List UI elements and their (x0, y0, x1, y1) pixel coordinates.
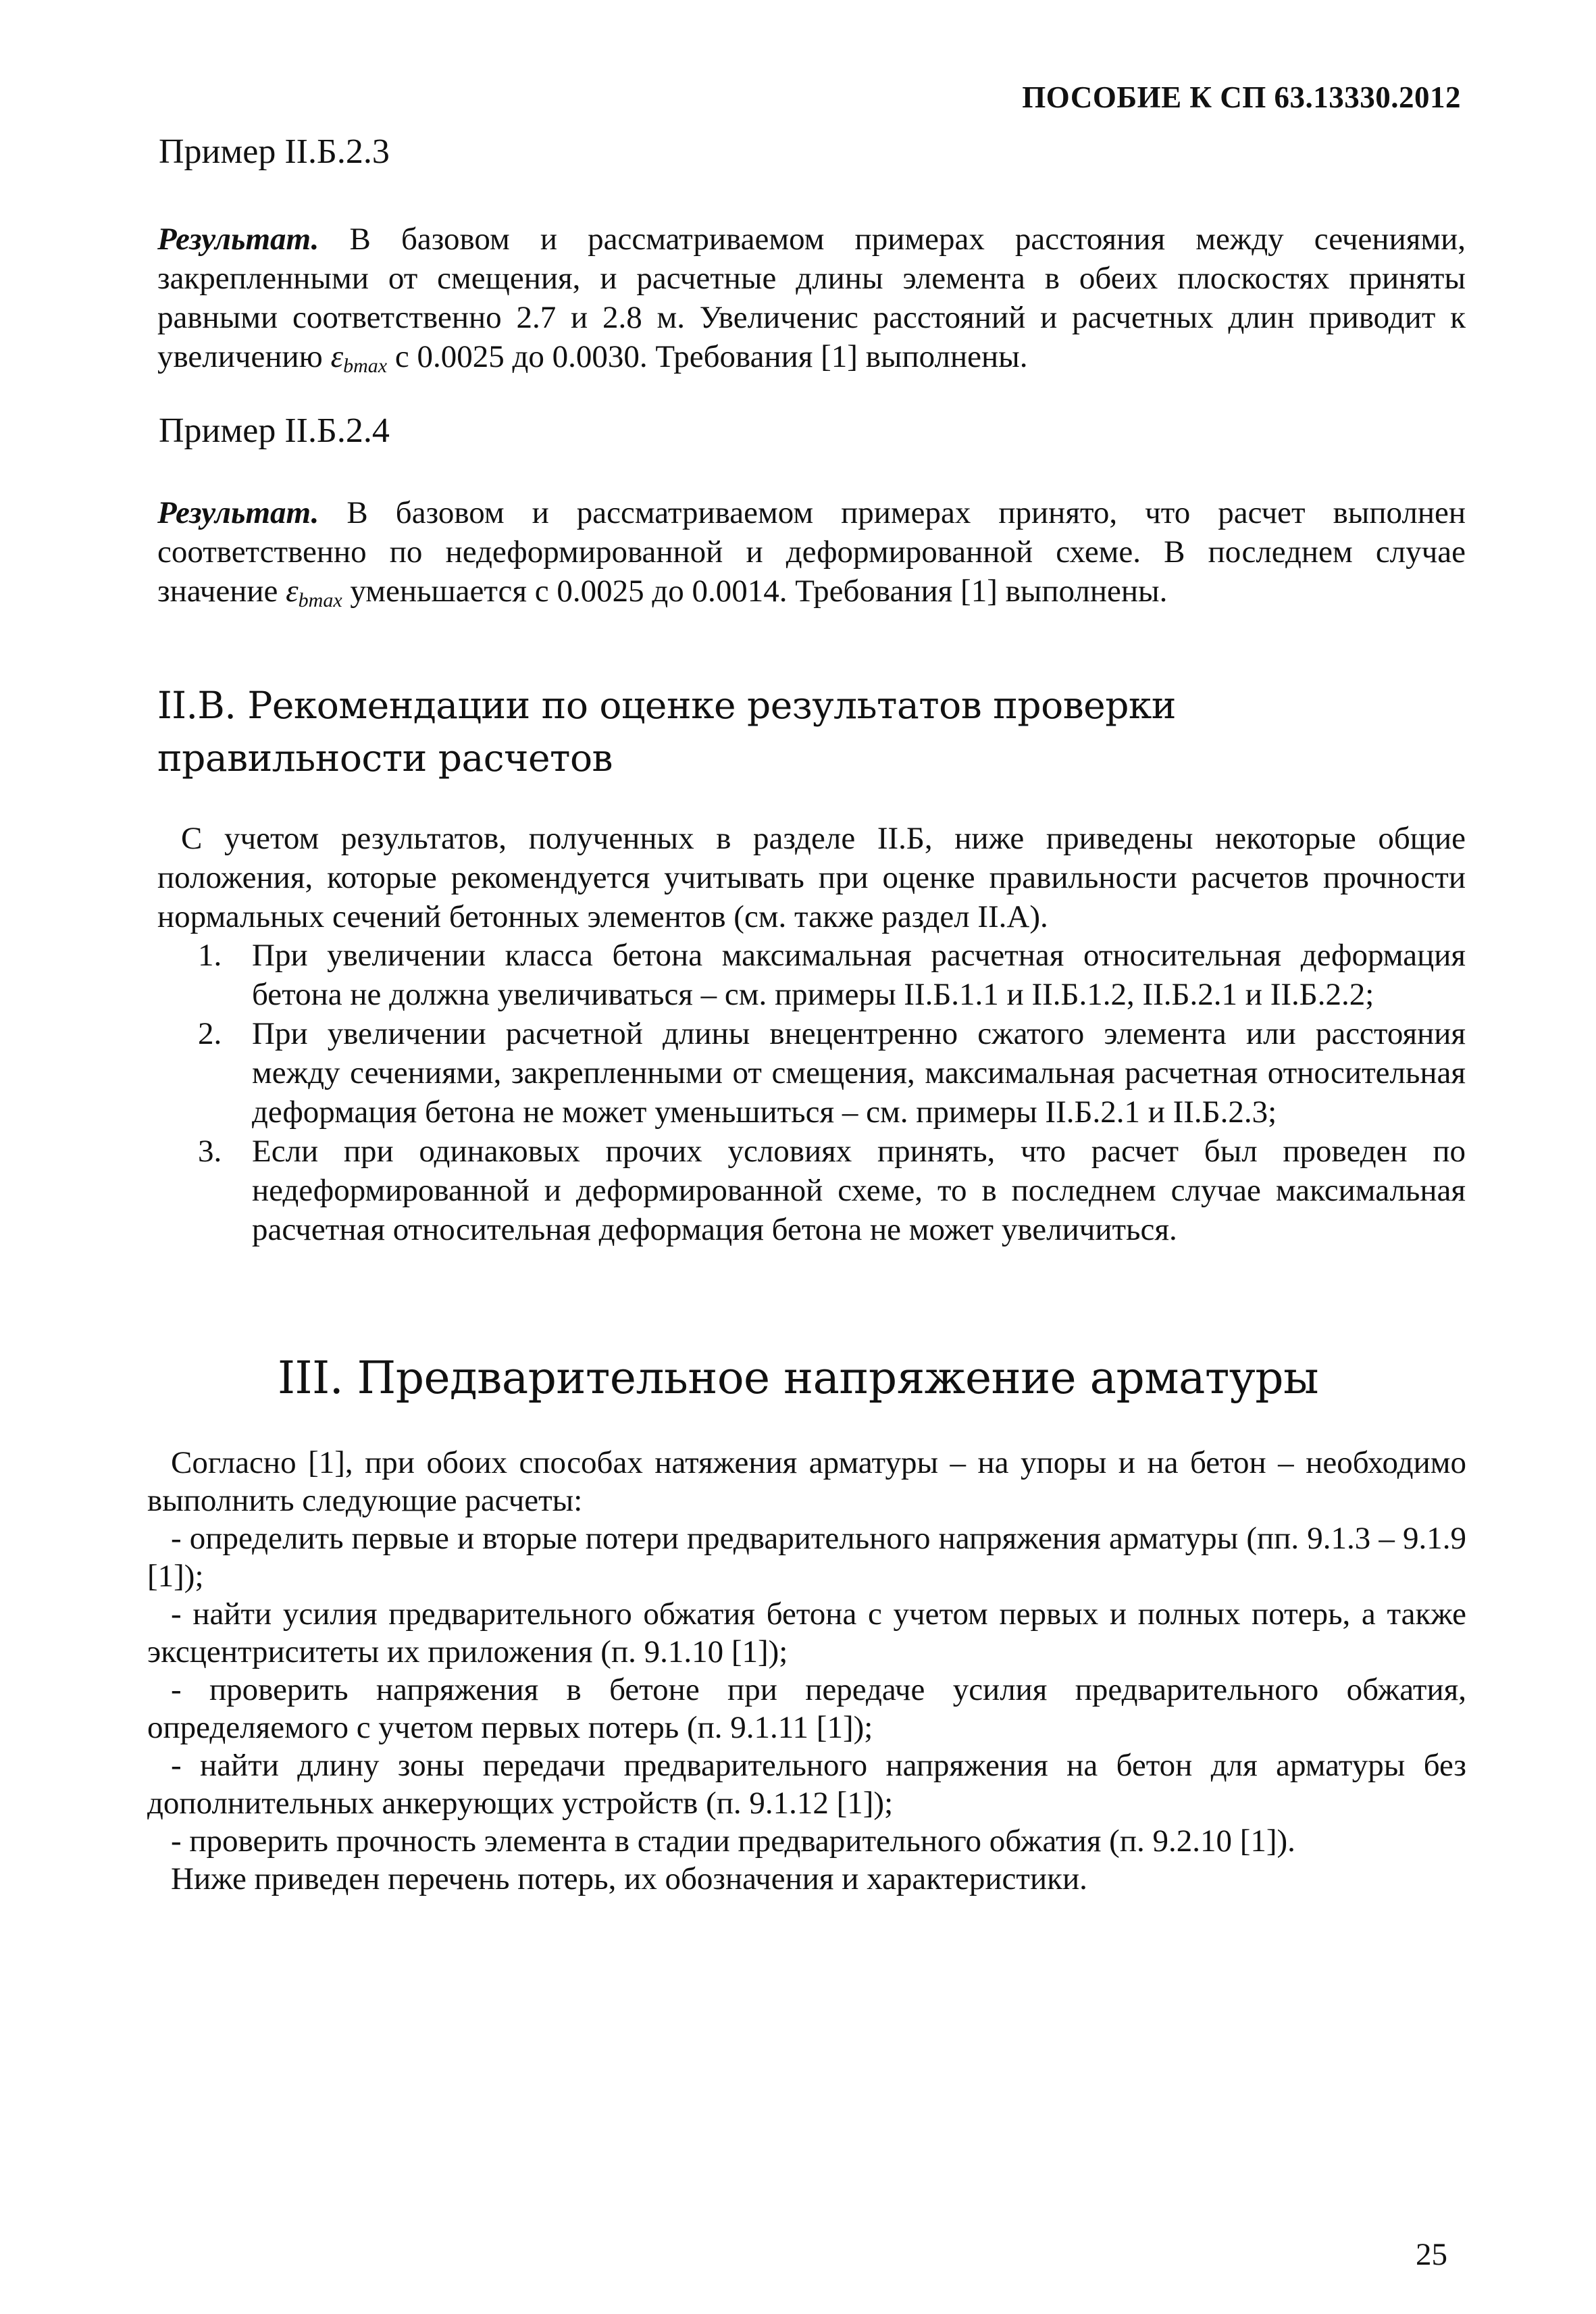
epsilon-symbol: ε (330, 339, 344, 374)
bullet-item: - найти усилия предварительного обжатия бетона с учетом первых и полных потерь, а также эксцентриситеты их приложения (п. 9.1.10 [1]); (147, 1596, 1466, 1669)
list-item (157, 936, 1466, 1014)
running-header: ПОСОБИЕ К СП 63.13330.2012 (1022, 80, 1461, 114)
result-text-a: В базовом и рассматриваемом примерах расстояния между сечениями, закрепленными от смещения, и расчетные длины элемента в обеих плоскостях приняты равными соответственно 2.7 и 2.8 м. Увеличенис расстояний и расчетных длин приводит к увеличению (157, 222, 1466, 374)
epsilon-symbol: ε (286, 574, 299, 609)
result-text-b: с 0.0025 до 0.0030. Требования [1] выполнены. (387, 339, 1028, 374)
list-item-text: При увеличении класса бетона максимальная расчетная относительная деформация бетона не должна увеличиваться – см. примеры II.Б.1.1 и II.Б.1.2, II.Б.2.1 и II.Б.2.2; (252, 938, 1466, 1012)
section-iii-closing: Ниже приведен перечень потерь, их обозначения и характеристики. (171, 1861, 1087, 1896)
recommendations-list (157, 936, 1466, 1249)
result-label: Результат. (157, 222, 319, 257)
list-item-number: 1. (198, 938, 222, 973)
section-heading-iii: III. Предварительное напряжение арматуры (277, 1352, 1319, 1404)
result-text-a: В базовом и рассматриваемом примерах принято, что расчет выполнен соответственно по недеформированной и деформированной схеме. В последнем случае значение (157, 495, 1466, 609)
section-heading-line-2: правильности расчетов (157, 736, 613, 780)
section-iii-intro: Согласно [1], при обоих способах натяжения арматуры – на упоры и на бетон – необходимо выполнить следующие расчеты: (147, 1445, 1466, 1518)
bullet-item: - проверить напряжения в бетоне при передаче усилия предварительного обжатия, определяемого с учетом первых потерь (п. 9.1.11 [1]); (147, 1672, 1466, 1745)
example-2-4-result (157, 493, 1466, 611)
list-item-text: Если при одинаковых прочих условиях принять, что расчет был проведен по недеформированной и деформированной схеме, то в последнем случае максимальная расчетная относительная деформация бетона не может увеличиться. (252, 1134, 1466, 1247)
epsilon-subscript: bmax (343, 355, 388, 377)
example-title-2-3: Пример II.Б.2.3 (159, 132, 390, 171)
list-item (157, 1132, 1466, 1249)
list-item-text: При увеличении расчетной длины внецентренно сжатого элемента или расстояния между сечениями, закрепленными от смещения, максимальная расчетная относительная деформация бетона не может уменьшиться – см. примеры II.Б.2.1 и II.Б.2.3; (252, 1016, 1466, 1130)
epsilon-subscript: bmax (298, 589, 342, 611)
section-heading-iib (157, 679, 1441, 784)
result-text-b: уменьшается с 0.0025 до 0.0014. Требования [1] выполнены. (342, 574, 1168, 609)
section-iib-intro: С учетом результатов, полученных в разделе II.Б, ниже приведены некоторые общие положения, которые рекомендуется учитывать при оценке правильности расчетов прочности нормальных сечений бетонных элементов (см. также раздел II.А). (157, 821, 1466, 934)
example-title-2-4: Пример II.Б.2.4 (159, 411, 390, 450)
result-label: Результат. (157, 495, 319, 530)
section-heading-line-1: II.В. Рекомендации по оценке результатов проверки (157, 684, 1176, 727)
list-item (157, 1014, 1466, 1132)
page-number: 25 (1416, 2237, 1447, 2272)
list-item-number: 2. (198, 1016, 222, 1051)
bullet-item: - определить первые и вторые потери предварительного напряжения арматуры (пп. 9.1.3 – 9.1.9 [1]); (147, 1521, 1466, 1594)
section-iii-body (147, 1444, 1466, 1898)
example-2-3-result (157, 220, 1466, 376)
bullet-item: - найти длину зоны передачи предварительного напряжения на бетон для арматуры без дополнительных анкерующих устройств (п. 9.1.12 [1]); (147, 1748, 1466, 1821)
list-item-number: 3. (198, 1134, 222, 1169)
bullet-item: - проверить прочность элемента в стадии предварительного обжатия (п. 9.2.10 [1]). (171, 1823, 1295, 1859)
